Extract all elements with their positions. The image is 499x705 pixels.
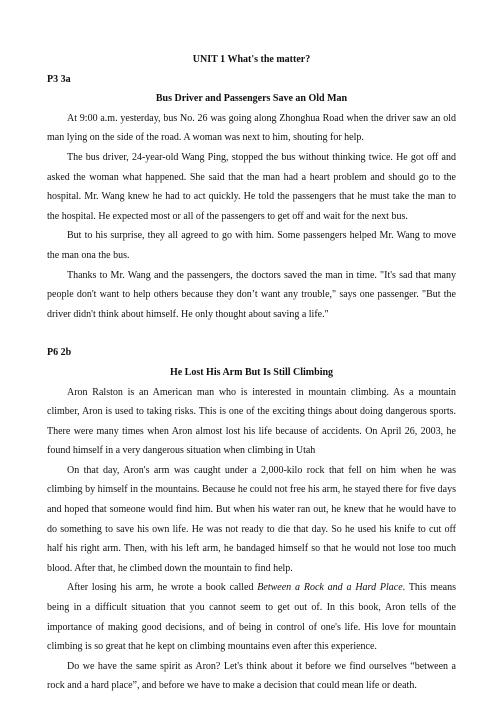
- paragraph: Thanks to Mr. Wang and the passengers, the doctors saved the man in time. "It's sad that many people don't want to help others because they don’t want any trouble," says one passenger. "But the driver didn't think about himself. He only thought about saving a life.": [47, 269, 456, 320]
- section-p6-2b: [47, 343, 456, 696]
- section-spacer: [47, 324, 456, 343]
- paragraph: But to his surprise, they all agreed to go with him. Some passengers helped Mr. Wang to move the man ona the bus.: [47, 230, 456, 261]
- document-page: [47, 50, 456, 696]
- paragraph: Do we have the same spirit as Aron? Let's think about it before we find ourselves “between a rock and a hard place”, and before we have to make a decision that could mean life or death.: [47, 660, 456, 692]
- section-p3-3a: [47, 70, 456, 325]
- article-title: Bus Driver and Passengers Save an Old Man: [155, 93, 348, 105]
- paragraph: On that day, Aron's arm was caught under a 2,000-kilo rock that fell on him when he was climbing by himself in the mountains. Because he could not free his arm, he stayed there for five days and hoped that someone would find him. But when his water ran out, he knew that he would have to do something to save his own life. He was not ready to die that day. So he used his knife to cut off half his right arm. Then, with his left arm, he bandaged himself so that he would not lose too much blood. After that, he climbed down the mountain to find help.: [47, 464, 456, 574]
- unit-title: UNIT 1 What's the matter?: [192, 54, 311, 65]
- paragraph: Aron Ralston is an American man who is interested in mountain climbing. As a mountain climber, Aron is used to taking risks. This is one of the exciting things about doing dangerous sports. There were many times when Aron almost lost his life because of accidents. On April 26, 2003, he found himself in a very dangerous situation when climbing in Utah: [47, 386, 456, 457]
- paragraph: The bus driver, 24-year-old Wang Ping, stopped the bus without thinking twice. He got off and asked the woman what happened. She said that the man had a heart problem and should go to the hospital. Mr. Wang knew he had to act quickly. He told the passengers that he must take the man to the hospital. He expected most or all of the passengers to get off and wait for the next bus.: [47, 151, 456, 222]
- paragraph: At 9:00 a.m. yesterday, bus No. 26 was going along Zhonghua Road when the driver saw an old man lying on the side of the road. A woman was next to him, shouting for help.: [47, 112, 456, 144]
- paragraph: After losing his arm, he wrote a book called Between a Rock and a Hard Place. This means being in a difficult situation that you cannot seem to get out of. In this book, Aron tells of the importance of making good decisions, and of being in control of one's life. His love for mountain climbing is so great that he kept on climbing mountains even after this experience.: [47, 582, 456, 653]
- section-label: P3 3a: [47, 73, 71, 85]
- section-label: P6 2b: [47, 347, 72, 359]
- article-title: He Lost His Arm But Is Still Climbing: [169, 366, 334, 378]
